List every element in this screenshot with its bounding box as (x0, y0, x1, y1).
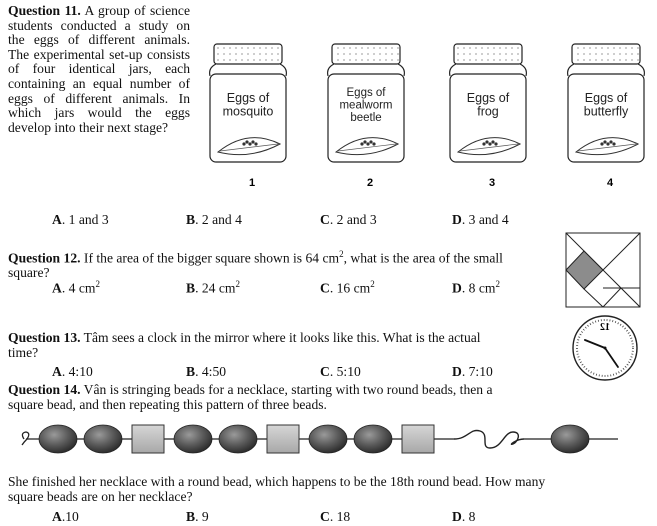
bead-necklace-figure (18, 422, 618, 456)
knot-start (22, 432, 29, 445)
question-12-text: Question 12. If the area of the bigger square shown is 64 $cm^2$, what is the area of the small square? (8, 249, 503, 281)
jar-number: 2 (366, 177, 374, 189)
jar-number: 3 (488, 177, 496, 189)
jars-illustration (198, 40, 648, 192)
q14-option-b[interactable]: B. 9 (186, 509, 209, 524)
q14-option-d[interactable]: D. 8 (452, 509, 476, 524)
q13-option-d[interactable]: D. 7:10 (452, 364, 493, 379)
question-12-label: Question 12. (8, 250, 81, 266)
q12-option-c[interactable]: C. 16 $cm^2$ (320, 279, 375, 296)
square-bead (132, 425, 164, 453)
q12-option-d[interactable]: D. 8 $cm^2$ (452, 279, 500, 296)
square-bead (267, 425, 299, 453)
round-bead (309, 425, 347, 453)
jar-number: 4 (606, 177, 614, 189)
jar-1 (210, 44, 287, 189)
q11-option-b[interactable]: B. 2 and 4 (186, 212, 242, 227)
round-bead (551, 425, 589, 453)
q14-option-c[interactable]: C. 18 (320, 509, 351, 524)
question-13-label: Question 13. (8, 330, 81, 345)
round-bead (354, 425, 392, 453)
round-bead (39, 425, 77, 453)
jar-label-line: Eggs of (466, 91, 510, 105)
q13-option-b[interactable]: B. 4:50 (186, 364, 227, 379)
round-bead (174, 425, 212, 453)
jar-label-line: butterfly (583, 104, 629, 119)
q12-option-a[interactable]: A. 4 $cm^2$ (52, 279, 100, 296)
q12-option-b[interactable]: B. 24 $cm^2$ (186, 279, 240, 296)
jar-2 (328, 44, 405, 189)
jar-label-line: mosquito (222, 104, 274, 119)
jar-label-line: Eggs of (584, 91, 628, 105)
question-13-text: Question 13. Tâm sees a clock in the mirror where it looks like this. What is the actual time? (8, 330, 481, 360)
jar-3 (450, 44, 527, 189)
square-bead (402, 425, 434, 453)
jar-label-line: Eggs of (226, 91, 270, 105)
question-14-text: Question 14. Vân is stringing beads for a necklace, starting with two round beads, then a square bead, and then repeating this pattern of three beads. (8, 382, 493, 412)
jar-label-line: Eggs of (346, 87, 386, 99)
jar-label-line: mealworm (339, 99, 393, 112)
q11-option-c[interactable]: C. 2 and 3 (320, 212, 377, 227)
jar-number: 1 (248, 177, 256, 189)
round-bead (219, 425, 257, 453)
jar-label-line: beetle (350, 112, 382, 124)
round-bead (84, 425, 122, 453)
mirror-clock-figure (569, 312, 641, 384)
question-14-label: Question 14. (8, 382, 81, 397)
q13-option-c[interactable]: C. 5:10 (320, 364, 361, 379)
tangram-square-figure (565, 232, 641, 308)
question-11-text (8, 4, 190, 135)
q13-option-a[interactable]: A. 4:10 (52, 364, 93, 379)
jar-label-line: frog (477, 104, 499, 119)
q11-option-a[interactable]: A. 1 and 3 (52, 212, 109, 227)
jar-4 (568, 44, 645, 189)
question-11-body: A group of science students conducted a study on the eggs of different animals. The experimental set-up consists of four identical jars, each containing an equal number of eggs of different animals. In which jars would the eggs develop into their next stage? (8, 3, 190, 135)
clock-numeral: 12 (600, 322, 610, 333)
q11-option-d[interactable]: D. 3 and 4 (452, 212, 509, 227)
question-11-label: Question 11. (8, 3, 81, 18)
q14-option-a[interactable]: A.10 (52, 509, 79, 524)
question-14-followup: She finished her necklace with a round bead, which happens to be the 18th round bead. How many square beads are on her necklace? (8, 474, 546, 504)
